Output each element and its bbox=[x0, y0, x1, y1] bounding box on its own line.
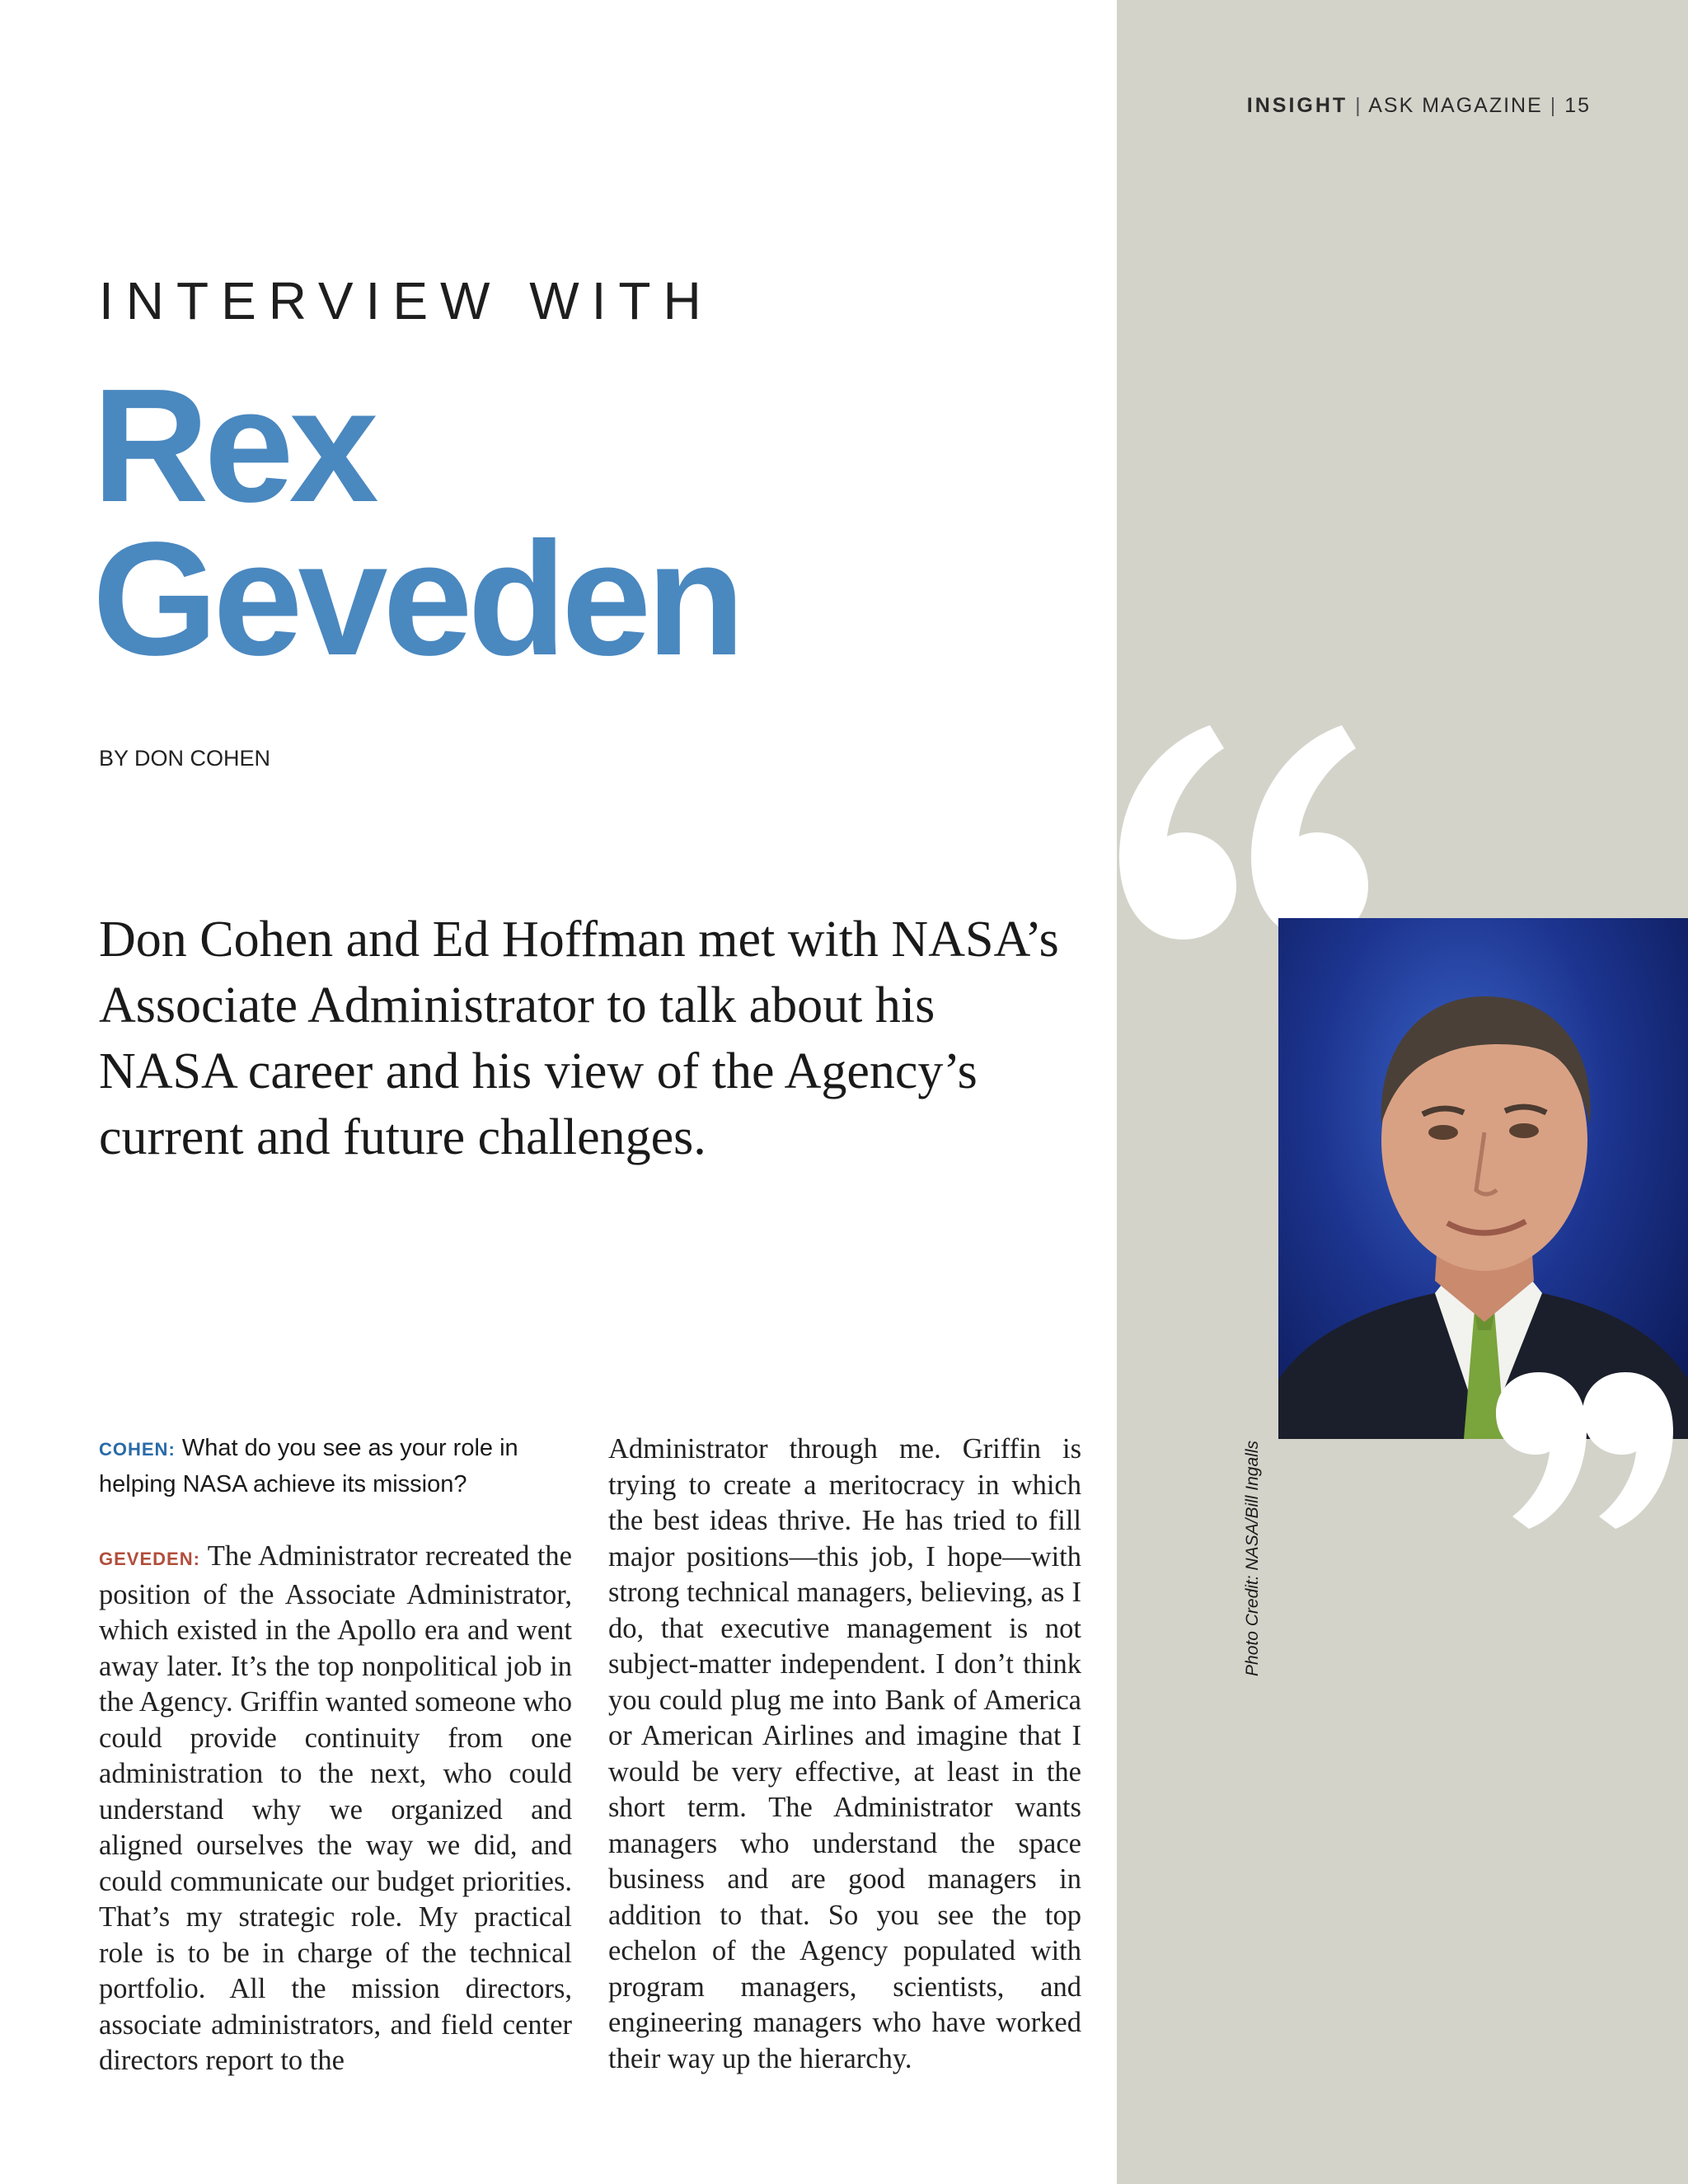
title-last-name: Geveden bbox=[92, 509, 740, 689]
article-deck: Don Cohen and Ed Hoffman met with NASA’s Associate Administrator to talk about his NASA career and his view of the Agency’s current and future challenges. bbox=[99, 912, 1059, 1165]
geveden-answer-part2: Administrator through me. Griffin is trying to create a meritocracy in which the best ideas thrive. He has tried to fill major positions—this job, I hope—with strong technical managers, believing, as I do, that executive management is not subject-matter independent. I don’t think you could plug me into Bank of America or American Airlines and imagine that I would be very effective, at least in the short term. The Administrator wants managers who understand the space business and are good managers in addition to that. So you see the top echelon of the Agency populated with program managers, scientists, and engineering managers who have worked their way up the hierarchy. bbox=[608, 1433, 1081, 2074]
answer-text-left: The Administrator recreated the position of the Associate Administrator, which existed in the Apollo era and went away later. It’s the top nonpolitical job in the Agency. Griffin wanted someone who could provide continuity from one administration to the next, who could understand why we organized and aligned ourselves the way we did, and could communicate our budget priorities. That’s my strategic role. My practical role is to be in charge of the technical portfolio. All the mission directors, associate administrators, and field center directors report to the bbox=[99, 1540, 572, 2076]
magazine-name: ASK MAGAZINE bbox=[1368, 94, 1543, 117]
section-label: INSIGHT bbox=[1246, 94, 1348, 117]
article-column-right bbox=[608, 1432, 1081, 2077]
close-quote-icon bbox=[1479, 1368, 1677, 1533]
photo-credit bbox=[1243, 1441, 1268, 1688]
separator: | bbox=[1550, 94, 1558, 117]
article-title bbox=[92, 355, 740, 689]
speaker-cohen: COHEN: bbox=[99, 1439, 176, 1460]
article-column-left bbox=[99, 1431, 572, 2079]
byline: BY DON COHEN bbox=[99, 746, 271, 771]
running-head bbox=[1247, 94, 1591, 118]
cohen-question bbox=[99, 1431, 572, 1502]
speaker-geveden: GEVEDEN: bbox=[99, 1549, 200, 1569]
separator: | bbox=[1355, 94, 1362, 117]
article-kicker: INTERVIEW WITH bbox=[99, 271, 714, 330]
geveden-answer-part1 bbox=[99, 1539, 572, 2079]
question-text: What do you see as your role in helping NASA achieve its mission? bbox=[99, 1435, 518, 1497]
photo-credit-text: Photo Credit: NASA/Bill Ingalls bbox=[1243, 1441, 1262, 1676]
portrait-photo bbox=[1278, 918, 1688, 1439]
page-number: 15 bbox=[1564, 94, 1591, 117]
title-first-name: Rex bbox=[92, 355, 374, 536]
